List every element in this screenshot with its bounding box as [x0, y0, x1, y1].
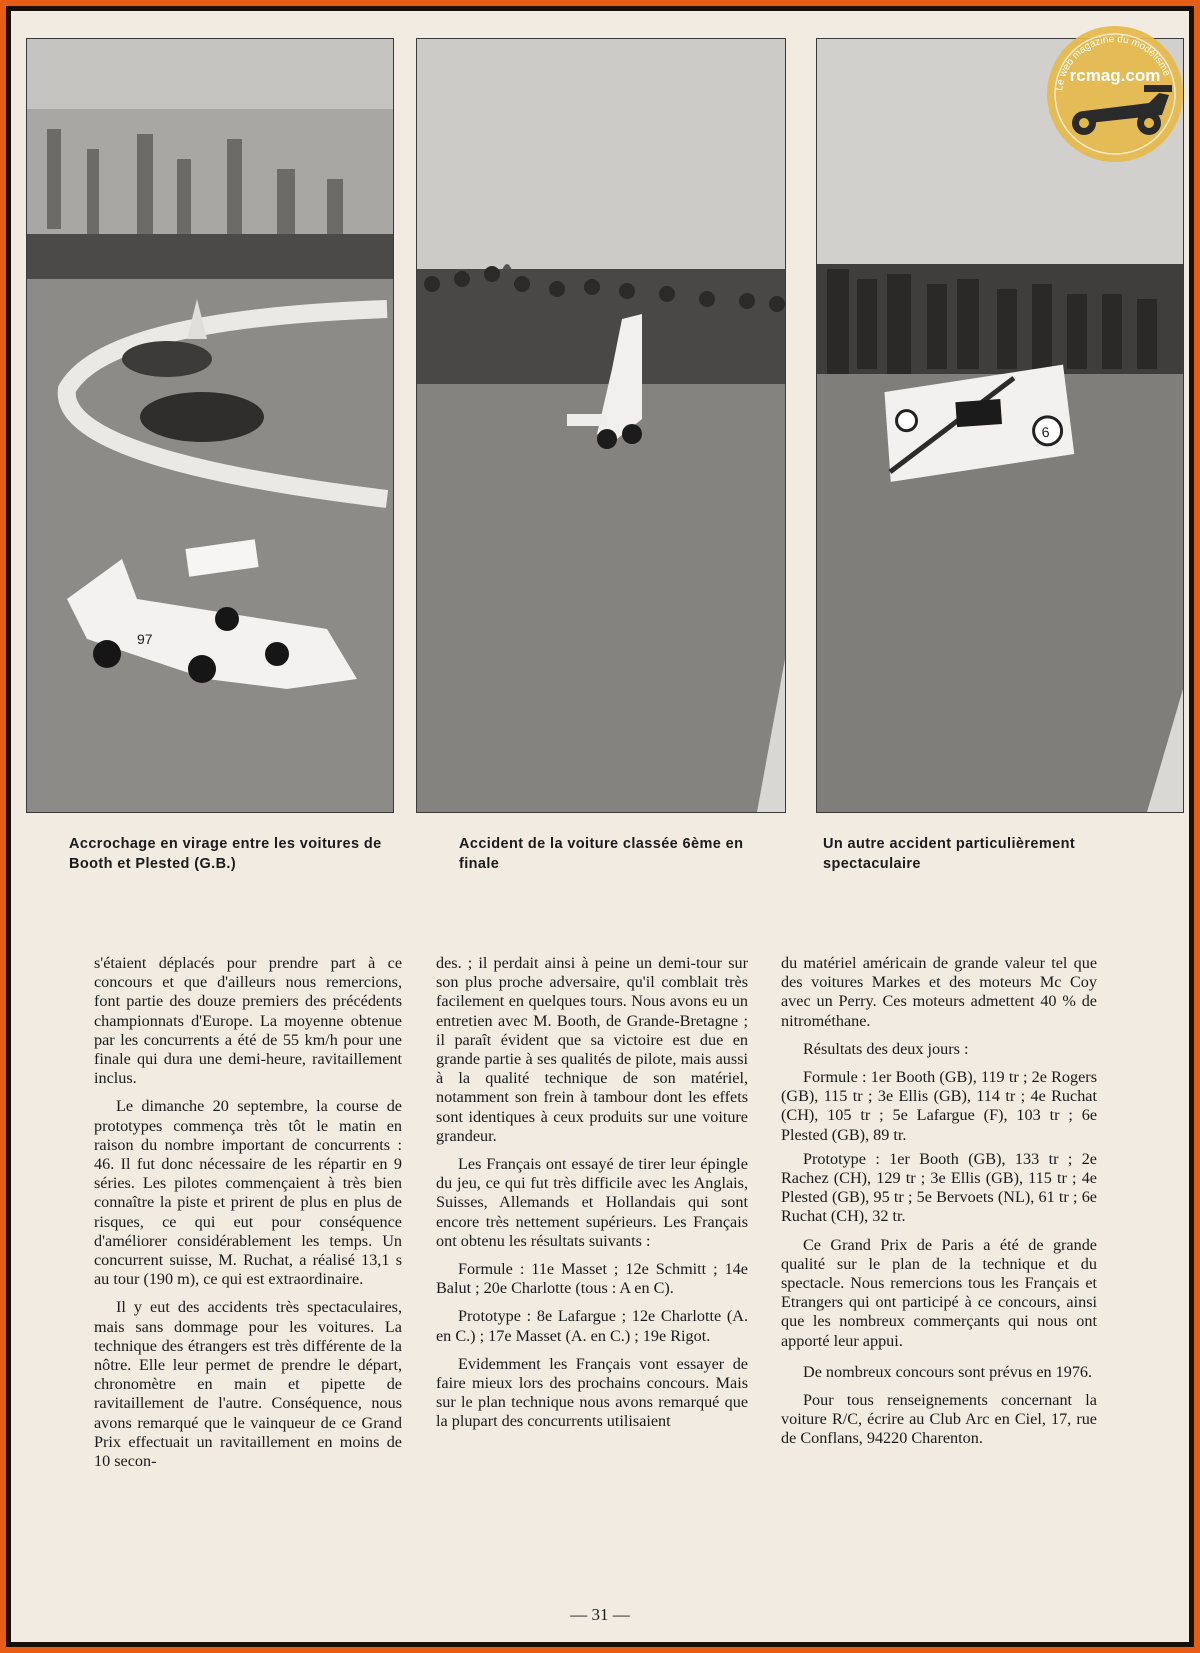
logo-brand-text: rcmag.com [1069, 66, 1161, 85]
logo-arc-text: Le web magazine du modélisme [1054, 33, 1173, 92]
results-prototype: Prototype : 1er Booth (GB), 133 tr ; 2e Rachez (CH), 129 tr ; 3e Ellis (GB), 115 tr ; 4e Plested (GB), 95 tr ; 5e Bervoets (NL), 61 tr ; 6e Ruchat (CH), 32 tr. [781, 1149, 1097, 1226]
paragraph: Il y eut des accidents très spectaculaires, mais sans dommage pour les voitures. La technique des étrangers est très différente de la nôtre. Elle leur permet de prendre le départ, chronomètre en main et pipette de ravitaillement de l'autre. Conséquence, nous avons remarqué que le vainqueur de ce Grand Prix effectuait un ravitaillement en moins de 10 secon- [94, 1298, 402, 1471]
results-prototype-fr: Prototype : 8e Lafargue ; 12e Charlotte (A. en C.) ; 17e Masset (A. en C.) ; 19e Rigot. [436, 1307, 748, 1345]
photo-crash-in-corner [26, 38, 394, 813]
svg-text:6: 6 [1041, 423, 1051, 441]
paragraph: De nombreux concours sont prévus en 1976. [803, 1362, 1093, 1381]
paragraph: Les Français ont essayé de tirer leur épingle du jeu, ce qui fut très difficile avec les Anglais, Suisses, Allemands et Hollandais qui sont encore très nettement supérieurs. Les Français ont obtenu les résultats suivants : [436, 1155, 748, 1250]
paragraph: des. ; il perdait ainsi à peine un demi-tour sur son plus proche adversaire, qu'il comblait très facilement en quelques tours. Nous avons eu un entretien avec M. Booth, de Grande-Bretagne ; il paraît évident que sa victoire est due en grande partie à ses qualités de pilote, mais aussi à la qualité technique de son matériel, notamment son frein à tambour dont les effets sont identiques à ceux produits sur une voiture grandeur. [436, 954, 748, 1145]
caption-photo-3: Un autre accident particulièrement spectaculaire [823, 836, 1076, 872]
results-formule: Formule : 1er Booth (GB), 119 tr ; 2e Rogers (GB), 115 tr ; 3e Ellis (GB), 114 tr ; 4e Ruchat (CH), 105 tr ; 5e Lafargue (F), 103 tr ; 6e Plested (GB), 89 tr. [781, 1068, 1097, 1144]
text-column-3 [781, 954, 1097, 1458]
paragraph: Ce Grand Prix de Paris a été de grande qualité sur le plan de la technique et du spectacle. Nous remercions tous les Français et Etrangers qui ont participé à ce concours, ainsi que les nombreux commerçants qui nous ont apporté leur appui. [781, 1235, 1097, 1350]
rcmag-logo [1044, 23, 1186, 165]
caption-photo-2: Accident de la voiture classée 6ème en finale [459, 836, 744, 872]
results-formule-fr: Formule : 11e Masset ; 12e Schmitt ; 14e Balut ; 20e Charlotte (tous : A en C). [436, 1260, 748, 1298]
page-number: — 31 — [570, 1605, 630, 1624]
paragraph: Pour tous renseignements concernant la voiture R/C, écrire au Club Arc en Ciel, 17, rue de Conflans, 94220 Charenton. [781, 1391, 1097, 1448]
paragraph: du matériel américain de grande valeur tel que des voitures Markes et des moteurs Mc Coy avec un Perry. Ces moteurs admettent 40 % de nitrométhane. [781, 954, 1097, 1030]
paragraph: Le dimanche 20 septembre, la course de prototypes commença très tôt le matin en raison du nombre important de concurrents : 46. Il fut donc nécessaire de les répartir en 9 séries. Les pilotes commençaient à très bien connaître la piste et prirent de plus en plus de risques, ce qui eut pour conséquence d'améliorer considérablement les temps. Un concurrent suisse, M. Ruchat, a réalisé 13,1 s au tour (190 m), ce qui est extraordinaire. [94, 1097, 402, 1289]
text-column-1 [94, 954, 402, 1480]
photo-car-flipping [416, 38, 786, 813]
results-heading: Résultats des deux jours : [803, 1039, 969, 1058]
paragraph: s'étaient déplacés pour prendre part à ce concours et que d'ailleurs nous remercions, font partie des douze premiers des précédents championnats d'Europe. La moyenne obtenue par les concurrents a été de 55 km/h pour une finale qui dura une demi-heure, ravitaillement inclus. [94, 954, 402, 1088]
text-column-2 [436, 954, 748, 1441]
svg-text:97: 97 [137, 631, 153, 647]
magazine-page [11, 11, 1189, 1642]
caption-photo-1: Accrochage en virage entre les voitures de Booth et Plested (G.B.) [69, 836, 382, 872]
paragraph: Evidemment les Français vont essayer de faire mieux lors des prochains concours. Mais sur le plan technique nous avons remarqué que la plupart des concurrents utilisaient [436, 1354, 748, 1431]
